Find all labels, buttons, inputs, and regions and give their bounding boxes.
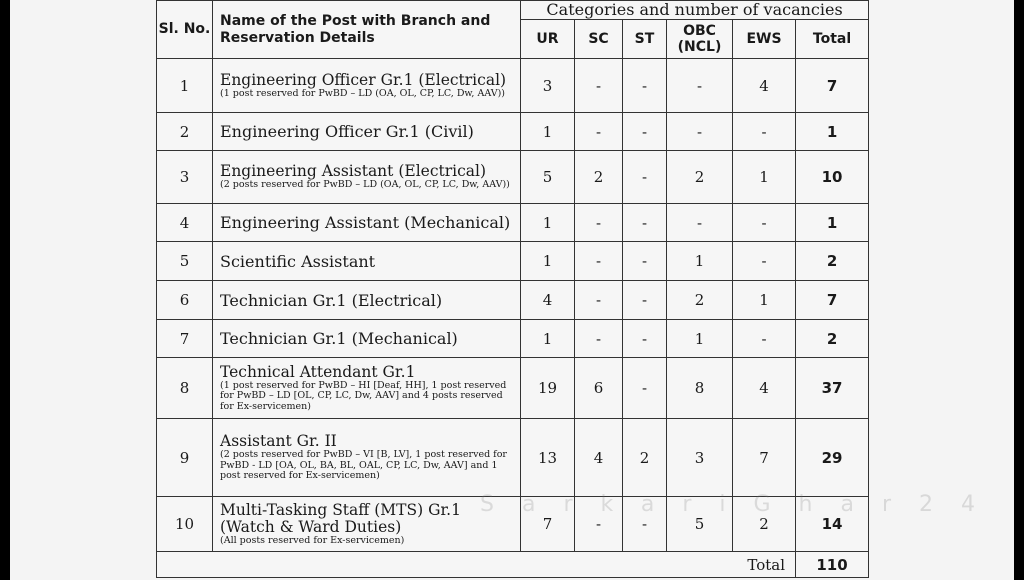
table-row: [157, 419, 869, 497]
st-cell: -: [623, 281, 667, 320]
table-row: [157, 59, 869, 113]
sl-no-cell: 2: [157, 113, 213, 151]
post-title: Engineering Assistant (Electrical): [220, 162, 487, 181]
table-row: [157, 281, 869, 320]
watermark: SarkariGhar24: [480, 492, 1003, 517]
sl-no-cell: 6: [157, 281, 213, 320]
obc-cell: -: [667, 59, 733, 113]
sl-no-cell: 9: [157, 419, 213, 497]
obc-cell: -: [667, 204, 733, 242]
obc-cell: 5: [667, 497, 733, 552]
ur-cell: 1: [521, 320, 575, 358]
total-cell: 14: [796, 497, 869, 552]
ews-cell: 1: [733, 151, 796, 204]
sc-cell: -: [575, 497, 623, 552]
obc-cell: 8: [667, 358, 733, 419]
table-row: [157, 113, 869, 151]
post-title: Multi-Tasking Staff (MTS) Gr.1 (Watch & Ward Duties): [220, 500, 461, 536]
post-name-cell: [213, 242, 521, 281]
grand-total-row: [157, 552, 869, 578]
total-cell: 1: [796, 204, 869, 242]
header-post-name: Name of the Post with Branch and Reservation Details: [213, 1, 521, 59]
post-name-cell: [213, 59, 521, 113]
table-row: [157, 242, 869, 281]
ur-cell: 5: [521, 151, 575, 204]
ews-cell: -: [733, 113, 796, 151]
post-title: Technician Gr.1 (Mechanical): [220, 329, 458, 348]
document-page: [10, 0, 1014, 580]
grand-total-spacer: [157, 552, 213, 578]
ur-cell: 3: [521, 59, 575, 113]
ews-cell: 4: [733, 358, 796, 419]
post-name-cell: [213, 358, 521, 419]
ur-cell: 1: [521, 204, 575, 242]
reservation-note: (2 posts reserved for PwBD – LD (OA, OL, CP, LC, Dw, AAV)): [220, 179, 510, 191]
total-cell: 29: [796, 419, 869, 497]
post-name-cell: [213, 204, 521, 242]
sl-no-cell: 5: [157, 242, 213, 281]
table-row: [157, 358, 869, 419]
st-cell: -: [623, 320, 667, 358]
post-name-cell: [213, 320, 521, 358]
total-cell: 37: [796, 358, 869, 419]
ews-cell: 2: [733, 497, 796, 552]
ur-cell: 1: [521, 242, 575, 281]
sc-cell: -: [575, 59, 623, 113]
header-total: Total: [796, 20, 869, 59]
st-cell: -: [623, 113, 667, 151]
reservation-note: (1 post reserved for PwBD – LD (OA, OL, CP, LC, Dw, AAV)): [220, 87, 505, 99]
header-st: ST: [623, 20, 667, 59]
sc-cell: -: [575, 281, 623, 320]
reservation-note: (2 posts reserved for PwBD – VI [B, LV], 1 post reserved for PwBD - LD [OA, OL, BA, BL, OAL, CP, LC, Dw, AAV] and 1 post reserved for Ex-servicemen): [220, 449, 507, 482]
st-cell: -: [623, 358, 667, 419]
sc-cell: -: [575, 204, 623, 242]
post-title: Scientific Assistant: [220, 251, 376, 271]
ews-cell: 7: [733, 419, 796, 497]
sl-no-cell: 1: [157, 59, 213, 113]
ur-cell: 19: [521, 358, 575, 419]
sl-no-cell: 10: [157, 497, 213, 552]
total-cell: 7: [796, 59, 869, 113]
post-name-cell: [213, 281, 521, 320]
post-title: Engineering Assistant (Mechanical): [220, 213, 511, 232]
ews-cell: -: [733, 320, 796, 358]
header-ews: EWS: [733, 20, 796, 59]
obc-cell: 1: [667, 242, 733, 281]
obc-cell: 2: [667, 151, 733, 204]
sl-no-cell: 3: [157, 151, 213, 204]
obc-cell: -: [667, 113, 733, 151]
sc-cell: -: [575, 320, 623, 358]
grand-total-label: Total: [213, 552, 796, 578]
post-name-cell: [213, 151, 521, 204]
post-name-cell: [213, 497, 521, 552]
total-cell: 7: [796, 281, 869, 320]
ur-cell: 4: [521, 281, 575, 320]
table-row: [157, 320, 869, 358]
ews-cell: 4: [733, 59, 796, 113]
sc-cell: 2: [575, 151, 623, 204]
header-sc: SC: [575, 20, 623, 59]
post-title: Assistant Gr. II: [220, 432, 337, 451]
header-obc: OBC (NCL): [667, 20, 733, 59]
table-row: [157, 204, 869, 242]
sc-cell: -: [575, 242, 623, 281]
ews-cell: -: [733, 242, 796, 281]
sc-cell: -: [575, 113, 623, 151]
obc-cell: 3: [667, 419, 733, 497]
total-cell: 2: [796, 242, 869, 281]
reservation-note: (1 post reserved for PwBD – HI [Deaf, HH], 1 post reserved for PwBD – LD [OL, CP, LC, Dw, AAV] and 4 posts reserved for Ex-servicemen): [220, 379, 507, 412]
sl-no-cell: 7: [157, 320, 213, 358]
header-ur: UR: [521, 20, 575, 59]
st-cell: -: [623, 204, 667, 242]
post-title: Technical Attendant Gr.1: [220, 362, 416, 381]
total-cell: 1: [796, 113, 869, 151]
table-row: [157, 151, 869, 204]
sc-cell: 6: [575, 358, 623, 419]
ur-cell: 1: [521, 113, 575, 151]
header-sl-no: Sl. No.: [157, 1, 213, 59]
grand-total-value: 110: [796, 552, 869, 578]
sc-cell: 4: [575, 419, 623, 497]
header-categories-caption: Categories and number of vacancies: [521, 1, 869, 20]
ews-cell: 1: [733, 281, 796, 320]
st-cell: -: [623, 242, 667, 281]
post-title: Engineering Officer Gr.1 (Electrical): [220, 70, 507, 89]
total-cell: 10: [796, 151, 869, 204]
obc-cell: 1: [667, 320, 733, 358]
sl-no-cell: 4: [157, 204, 213, 242]
obc-cell: 2: [667, 281, 733, 320]
st-cell: 2: [623, 419, 667, 497]
st-cell: -: [623, 59, 667, 113]
ur-cell: 13: [521, 419, 575, 497]
post-name-cell: [213, 419, 521, 497]
post-name-cell: [213, 113, 521, 151]
ur-cell: 7: [521, 497, 575, 552]
post-title: Engineering Officer Gr.1 (Civil): [220, 122, 474, 141]
post-title: Technician Gr.1 (Electrical): [220, 290, 443, 310]
reservation-note: (All posts reserved for Ex-servicemen): [220, 534, 405, 546]
st-cell: -: [623, 151, 667, 204]
st-cell: -: [623, 497, 667, 552]
ews-cell: -: [733, 204, 796, 242]
total-cell: 2: [796, 320, 869, 358]
sl-no-cell: 8: [157, 358, 213, 419]
